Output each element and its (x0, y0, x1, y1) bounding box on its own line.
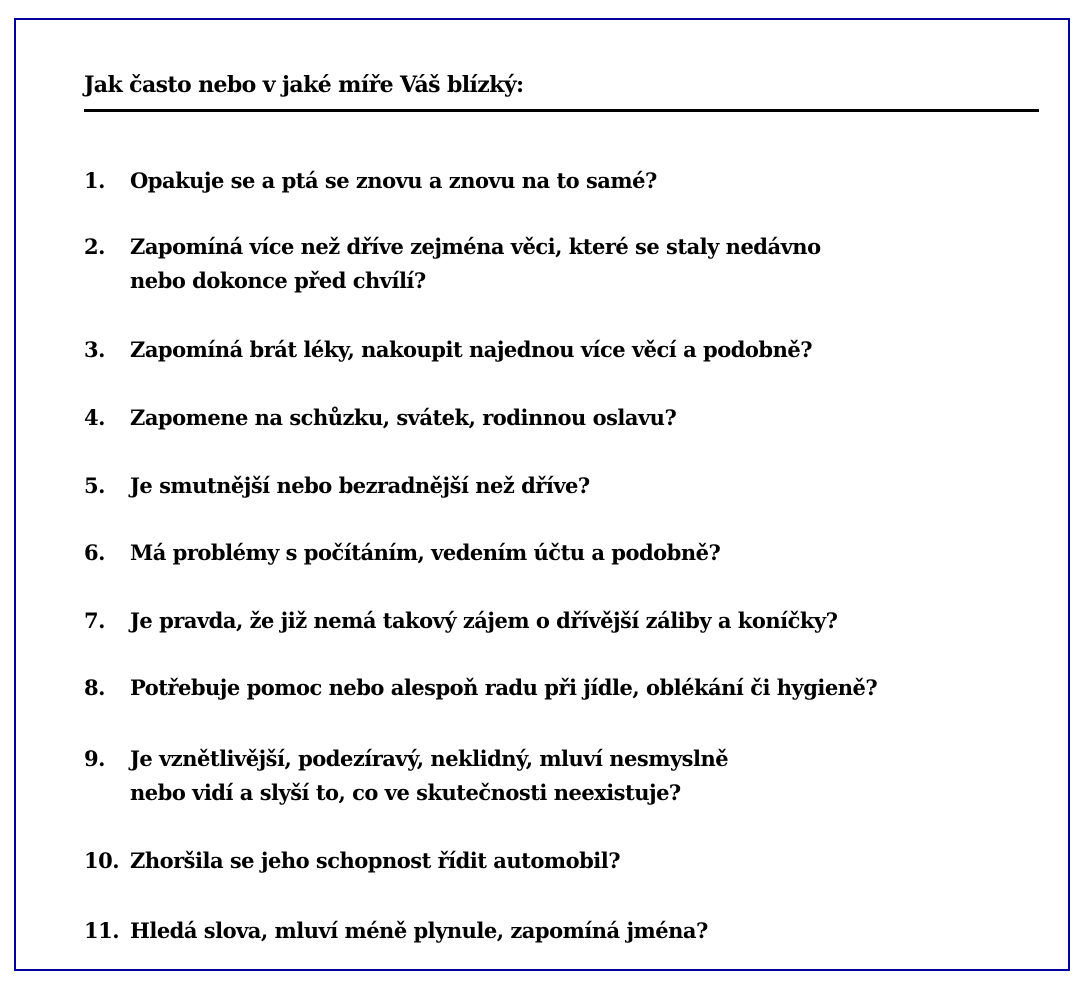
question-text-line: Má problémy s počítáním, vedením účtu a podobně? (130, 540, 721, 565)
question-number: 9. (84, 746, 105, 771)
question-number: 8. (84, 675, 105, 700)
question-text-line: Hledá slova, mluví méně plynule, zapomíná jména? (130, 918, 708, 943)
title-divider (84, 109, 1039, 112)
question-number: 11. (84, 918, 120, 943)
question-text-line: nebo vidí a slyší to, co ve skutečnosti neexistuje? (130, 780, 681, 805)
question-text (130, 164, 657, 198)
question-number: 1. (84, 168, 105, 193)
question-text (130, 230, 821, 298)
question-number: 4. (84, 405, 105, 430)
question-text-line: Zapomíná více než dříve zejména věci, které se staly nedávno (130, 234, 821, 259)
question-text (130, 844, 620, 878)
question-text (130, 671, 877, 705)
questionnaire-title: Jak často nebo v jaké míře Váš blízký: (84, 72, 524, 98)
question-text (130, 742, 728, 810)
question-text-line: nebo dokonce před chvílí? (130, 268, 426, 293)
questionnaire-frame (14, 18, 1070, 971)
question-text (130, 401, 676, 435)
question-text (130, 914, 708, 948)
question-text-line: Je vznětlivější, podezíravý, neklidný, mluví nesmyslně (130, 746, 729, 771)
question-number: 3. (84, 337, 105, 362)
question-text-line: Je smutnější nebo bezradnější než dříve? (130, 473, 590, 498)
question-text (130, 333, 812, 367)
question-text-line: Je pravda, že již nemá takový zájem o dřívější záliby a koníčky? (130, 608, 838, 633)
question-text (130, 604, 837, 638)
question-text (130, 536, 720, 570)
question-number: 7. (84, 608, 105, 633)
question-text-line: Zapomene na schůzku, svátek, rodinnou oslavu? (130, 405, 677, 430)
question-text-line: Zapomíná brát léky, nakoupit najednou více věcí a podobně? (130, 337, 813, 362)
question-number: 2. (84, 234, 105, 259)
question-number: 10. (84, 848, 120, 873)
question-number: 5. (84, 473, 105, 498)
question-text-line: Opakuje se a ptá se znovu a znovu na to samé? (130, 168, 657, 193)
question-number: 6. (84, 540, 105, 565)
question-text (130, 469, 590, 503)
question-text-line: Zhoršila se jeho schopnost řídit automobil? (130, 848, 621, 873)
question-text-line: Potřebuje pomoc nebo alespoň radu při jídle, oblékání či hygieně? (130, 675, 878, 700)
